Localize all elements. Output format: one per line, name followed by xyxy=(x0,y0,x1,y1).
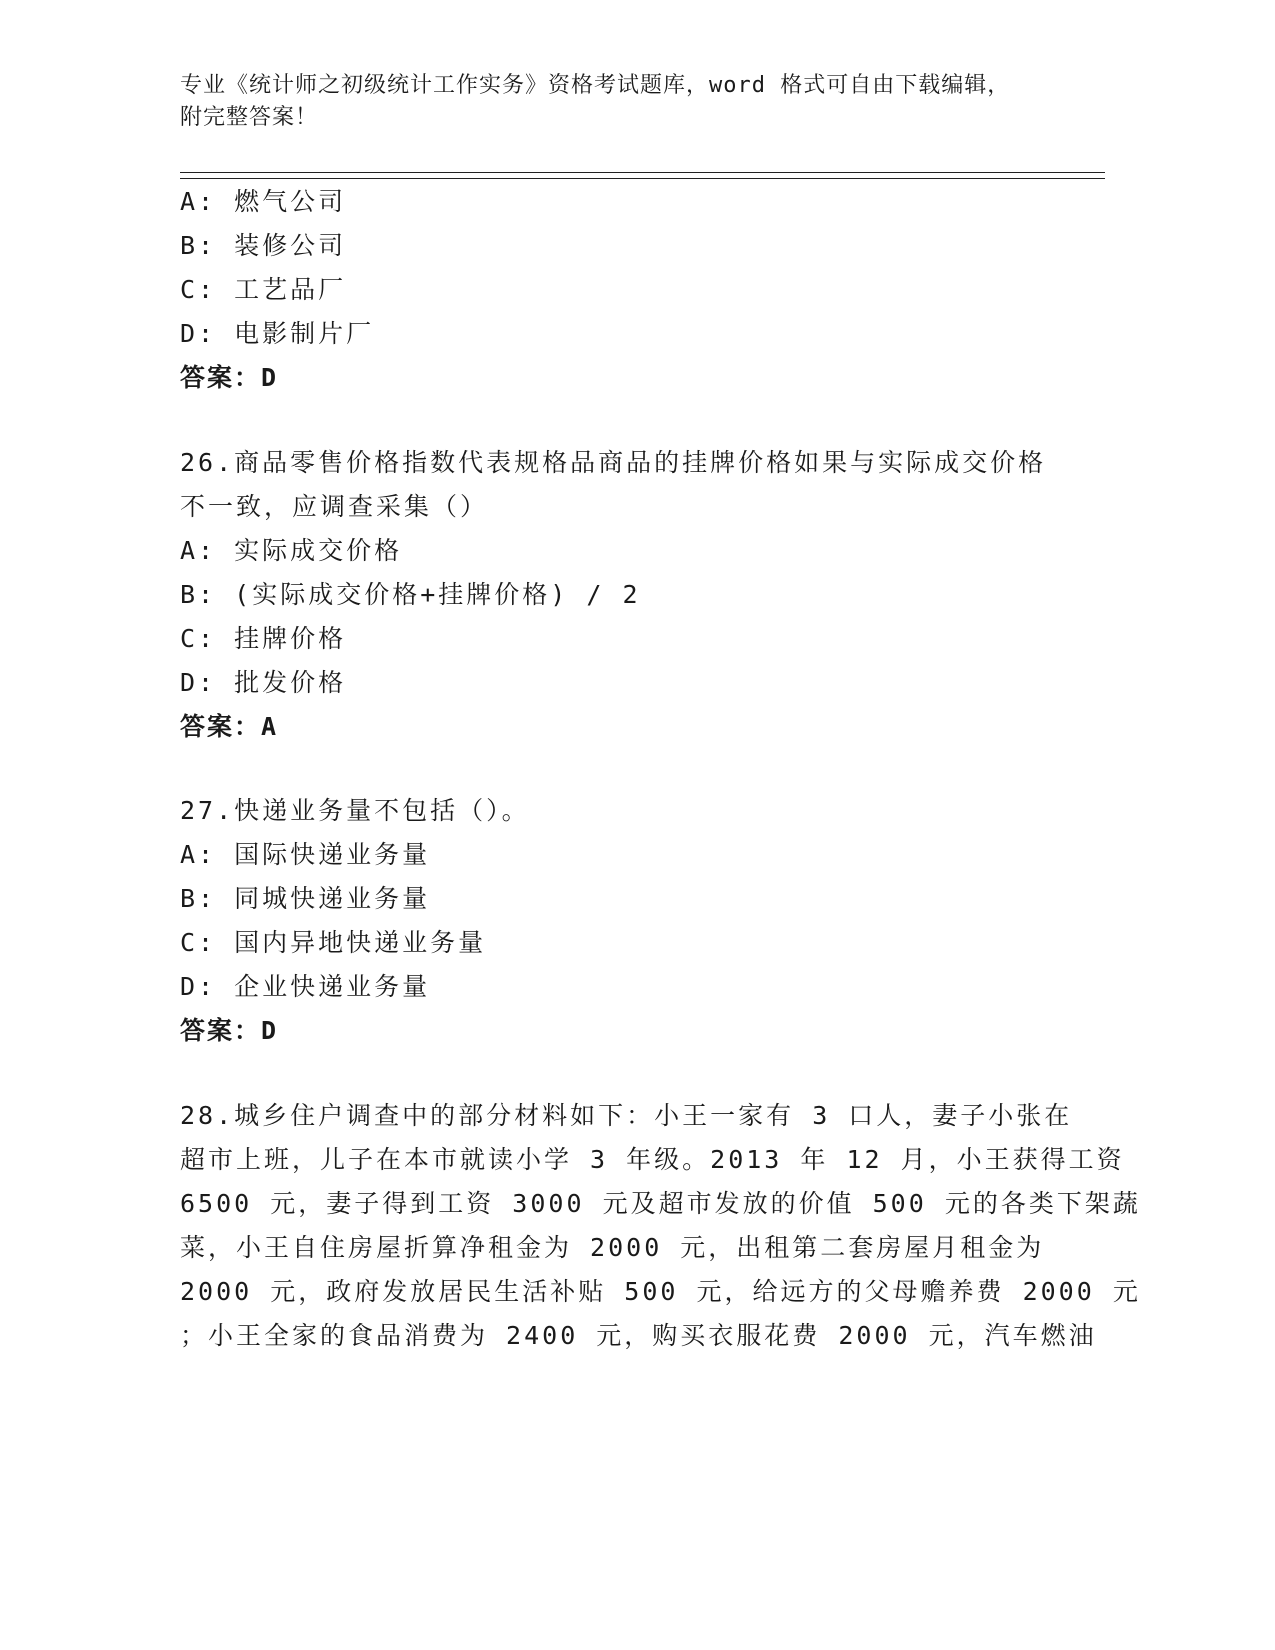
question-27-block xyxy=(180,789,1050,1053)
document-header xyxy=(180,70,1120,134)
question-text-line: 超市上班，儿子在本市就读小学 3 年级。2013 年 12 月，小王获得工资 xyxy=(180,1145,1125,1174)
question-text-line: 6500 元，妻子得到工资 3000 元及超市发放的价值 500 元的各类下架蔬 xyxy=(180,1189,1141,1218)
option-d: D: 电影制片厂 xyxy=(180,319,375,348)
option-a: A: 燃气公司 xyxy=(180,187,347,216)
answer-label: 答案：D xyxy=(180,1016,279,1045)
question-text-line: 2000 元，政府发放居民生活补贴 500 元，给远方的父母赡养费 2000 元 xyxy=(180,1277,1141,1306)
header-line-1: 专业《统计师之初级统计工作实务》资格考试题库，word 格式可自由下载编辑， xyxy=(180,73,1011,98)
option-a: A: 实际成交价格 xyxy=(180,536,403,565)
option-d: D: 批发价格 xyxy=(180,668,347,697)
option-b: B: 装修公司 xyxy=(180,231,347,260)
question-stem-line-2: 不一致，应调查采集（） xyxy=(180,492,489,521)
question-26-block xyxy=(180,441,1050,749)
question-text-line: ；小王全家的食品消费为 2400 元，购买衣服花费 2000 元，汽车燃油 xyxy=(180,1321,1097,1350)
header-divider-top xyxy=(180,172,1105,173)
option-c: C: 挂牌价格 xyxy=(180,624,347,653)
option-d: D: 企业快递业务量 xyxy=(180,972,431,1001)
question-25-block xyxy=(180,180,1050,400)
question-stem: 27.快递业务量不包括（）。 xyxy=(180,796,530,825)
question-stem-line-1: 26.商品零售价格指数代表规格品商品的挂牌价格如果与实际成交价格 xyxy=(180,448,1047,477)
option-c: C: 国内异地快递业务量 xyxy=(180,928,487,957)
answer-label: 答案：A xyxy=(180,712,279,741)
option-b: B: (实际成交价格+挂牌价格) / 2 xyxy=(180,580,641,609)
answer-label: 答案：D xyxy=(180,363,279,392)
question-28-block xyxy=(180,1094,1141,1358)
option-a: A: 国际快递业务量 xyxy=(180,840,431,869)
option-b: B: 同城快递业务量 xyxy=(180,884,431,913)
option-c: C: 工艺品厂 xyxy=(180,275,347,304)
header-divider-bottom xyxy=(180,178,1105,179)
header-line-2: 附完整答案！ xyxy=(180,105,319,130)
question-text-line: 28.城乡住户调查中的部分材料如下：小王一家有 3 口人，妻子小张在 xyxy=(180,1101,1073,1130)
question-text-line: 菜，小王自住房屋折算净租金为 2000 元，出租第二套房屋月租金为 xyxy=(180,1233,1045,1262)
